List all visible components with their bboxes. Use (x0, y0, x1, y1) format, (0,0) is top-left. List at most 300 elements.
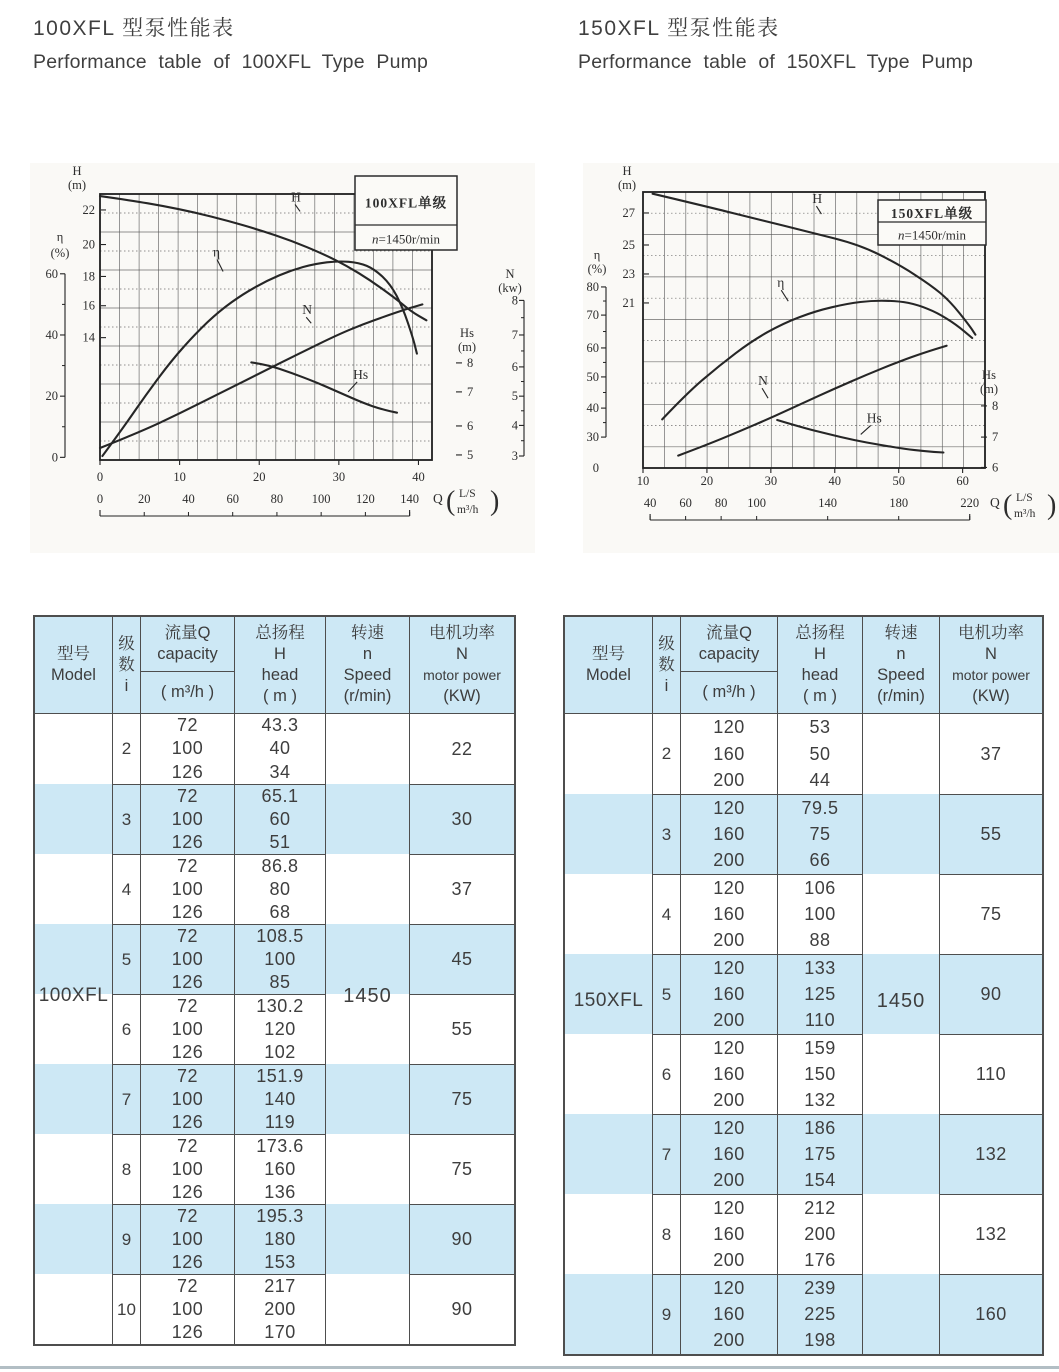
tick-label-Hs: 8 (992, 398, 999, 413)
header-line: 总扬程 (795, 624, 845, 642)
model-cell (565, 714, 652, 1354)
x-tick-ls: 50 (892, 474, 905, 488)
head-value: 225 (804, 1303, 836, 1324)
capacity-value: 126 (171, 1042, 204, 1062)
section-title-150xfl (578, 12, 973, 74)
tick-label-N: 8 (511, 293, 518, 308)
stage-value: 3 (121, 809, 132, 829)
capacity-group-row (681, 1194, 777, 1274)
x-tick-ls: 30 (764, 474, 778, 488)
power-group-row (940, 1194, 1042, 1274)
power-value: 55 (980, 824, 1002, 844)
stage-value: 4 (661, 904, 672, 924)
axis-title-Hs: (m) (457, 340, 477, 354)
head-value: 217 (264, 1276, 296, 1296)
stage-group-row (113, 784, 140, 854)
capacity-value: 200 (713, 1170, 745, 1191)
head-group-row (235, 1204, 325, 1274)
stage-group-row (113, 924, 140, 994)
curve-label-Hs: Hs (866, 410, 882, 426)
capacity-value: 100 (171, 1299, 204, 1319)
x-tick-m3h: 80 (270, 492, 284, 506)
power-group-row (410, 1274, 514, 1344)
header-line: n (362, 645, 373, 663)
header-line: ( m³/h ) (702, 683, 756, 701)
stage-value: 8 (121, 1159, 132, 1179)
curve-label-H: H (812, 191, 823, 207)
head-value: 153 (264, 1252, 296, 1272)
header-line: i (124, 676, 129, 695)
header-line: Model (51, 666, 96, 684)
header-power (410, 617, 514, 714)
capacity-value: 126 (171, 1182, 204, 1202)
stage-cell (653, 1275, 680, 1354)
tick-label-H: 23 (622, 266, 635, 281)
head-value: 75 (809, 823, 831, 844)
head-value: 40 (269, 738, 291, 759)
capacity-value: 72 (176, 996, 199, 1016)
tick-label-eta: 30 (586, 430, 599, 445)
header-capacity (141, 617, 234, 714)
header-line: N (456, 645, 468, 663)
stage-group-row (653, 794, 680, 874)
header-model (35, 617, 112, 714)
power-value: 90 (451, 1299, 473, 1319)
head-value: 44 (809, 770, 831, 791)
header-line: 数 (658, 655, 675, 674)
header-line: (r/min) (343, 687, 392, 705)
performance-chart-100xfl (30, 163, 535, 553)
capacity-value: 126 (171, 1112, 204, 1132)
head-group-row (235, 714, 325, 784)
head-value: 198 (804, 1330, 836, 1351)
x-tick-m3h: 60 (679, 496, 692, 510)
head-value: 60 (269, 809, 291, 829)
head-value: 86.8 (261, 856, 299, 876)
head-value: 132 (804, 1090, 836, 1111)
x-tick-m3h: 140 (818, 496, 838, 510)
head-group-row (778, 954, 862, 1034)
head-group-row (778, 1114, 862, 1194)
head-value: 175 (804, 1143, 836, 1164)
tick-label-eta: 70 (586, 308, 599, 323)
power-value: 75 (451, 1159, 473, 1179)
capacity-group-row (681, 954, 777, 1034)
capacity-value: 72 (176, 926, 199, 946)
tick-label-eta: 80 (586, 279, 599, 294)
tick-label-H: 20 (82, 237, 95, 252)
stage-value: 7 (121, 1089, 132, 1109)
header-line: 流量Q (164, 624, 211, 642)
capacity-group-row (141, 1064, 234, 1134)
tick-label-eta-zero: 0 (592, 461, 599, 475)
x-unit-ls: L/S (1016, 492, 1033, 504)
capacity-group-row (141, 1204, 234, 1274)
power-group-row (940, 794, 1042, 874)
header-line: ( m ) (803, 687, 837, 705)
power-cell (410, 995, 514, 1064)
head-value: 102 (264, 1042, 296, 1062)
power-group-row (410, 854, 514, 924)
column-speed (862, 617, 939, 1354)
header-line: Speed (343, 666, 392, 684)
header-line: capacity (157, 645, 218, 663)
power-value: 75 (980, 904, 1002, 924)
x-unit-ls: L/S (459, 488, 476, 500)
head-value: 106 (804, 877, 836, 898)
head-group-row (235, 784, 325, 854)
x-tick-ls: 0 (96, 470, 104, 484)
x-tick-ls: 60 (956, 474, 969, 488)
stage-group-row (653, 714, 680, 794)
legend-title: 150XFL单级 (890, 206, 974, 221)
stage-group-row (653, 874, 680, 954)
header-line: 电机功率 (429, 624, 495, 642)
tick-label-eta: 60 (586, 340, 599, 355)
stage-cell (653, 875, 680, 954)
stage-group-row (113, 994, 140, 1064)
power-cell (410, 855, 514, 924)
header-line: motor power (423, 667, 501, 683)
header-line: 型号 (57, 645, 90, 663)
head-value: 212 (804, 1197, 836, 1218)
curve-label-η: η (777, 275, 785, 291)
tick-label-H: 22 (82, 202, 95, 217)
capacity-value: 126 (171, 902, 204, 922)
capacity-value: 100 (171, 1229, 204, 1249)
x-tick-m3h: 40 (643, 496, 657, 510)
column-stage (652, 617, 680, 1354)
tick-label-N: 6 (511, 359, 518, 374)
capacity-value: 200 (713, 850, 745, 871)
stage-cell (653, 714, 680, 794)
header-capacity-unit (681, 672, 777, 713)
tick-label-Hs: 7 (467, 384, 474, 399)
capacity-value: 120 (713, 957, 745, 978)
power-group-row (410, 714, 514, 784)
stage-cell (113, 1135, 140, 1204)
head-group-row (235, 1274, 325, 1344)
head-value: 50 (809, 743, 831, 764)
header-line: ( m³/h ) (160, 683, 215, 701)
power-value: 160 (975, 1304, 1007, 1324)
column-capacity (140, 617, 234, 1344)
capacity-group-row (681, 1034, 777, 1114)
body-speed (863, 714, 939, 1354)
paren: ( (1003, 490, 1013, 521)
header-line: Model (586, 666, 631, 684)
power-group-row (410, 784, 514, 854)
title-zh-100xfl: 100XFL 型泵性能表 (33, 17, 235, 40)
stage-group-row (113, 1204, 140, 1274)
header-line: n (896, 645, 906, 663)
head-value: 140 (264, 1089, 296, 1109)
head-value: 125 (804, 983, 836, 1004)
capacity-value: 160 (713, 903, 745, 924)
tick-label-Hs: 7 (992, 430, 999, 445)
power-group-row (410, 1064, 514, 1134)
head-value: 34 (269, 761, 291, 782)
capacity-value: 100 (171, 879, 204, 899)
x-tick-ls: 20 (252, 470, 266, 484)
header-line: 总扬程 (255, 624, 305, 642)
capacity-value: 120 (713, 797, 745, 818)
curve-label-η: η (213, 244, 221, 260)
x-axis-q-label: Q (433, 491, 443, 506)
capacity-value: 200 (713, 770, 745, 791)
power-cell (940, 1035, 1042, 1114)
head-value: 160 (264, 1159, 296, 1179)
curve-label-N: N (302, 302, 312, 318)
paren: ) (1047, 490, 1057, 521)
stage-group-row (653, 954, 680, 1034)
power-value: 132 (975, 1224, 1007, 1244)
capacity-value: 100 (171, 738, 204, 759)
body-model (35, 714, 112, 1344)
axis-title-H: H (72, 164, 82, 178)
tick-label-H: 21 (622, 295, 635, 310)
axis-title-eta: (%) (587, 262, 607, 276)
capacity-value: 120 (713, 1037, 745, 1058)
column-head (777, 617, 862, 1354)
capacity-value: 126 (171, 832, 204, 852)
stage-value: 3 (661, 824, 672, 844)
stage-value: 6 (121, 1019, 132, 1039)
capacity-value: 120 (713, 1197, 745, 1218)
head-group-row (778, 1194, 862, 1274)
header-line: 级 (658, 634, 675, 653)
head-group-row (235, 924, 325, 994)
head-value: 180 (264, 1229, 296, 1249)
title-zh-150xfl: 150XFL 型泵性能表 (578, 17, 780, 40)
stage-cell (113, 855, 140, 924)
legend-title: 100XFL单级 (364, 195, 448, 211)
chart-paper (583, 163, 1059, 553)
header-line: ( m ) (263, 687, 297, 705)
body-speed (326, 714, 409, 1344)
header-capacity-title (681, 617, 777, 672)
tick-label-H: 27 (622, 205, 635, 220)
column-model (35, 617, 112, 1344)
head-value: 154 (804, 1170, 836, 1191)
capacity-value: 72 (176, 715, 199, 736)
capacity-value: 100 (171, 1019, 204, 1039)
header-capacity-title (141, 617, 234, 672)
header-line: motor power (952, 667, 1030, 683)
header-head (778, 617, 862, 714)
speed-cell (326, 714, 409, 1344)
stage-value: 2 (121, 739, 132, 758)
speed-value: 1450 (876, 989, 926, 1012)
head-value: 88 (809, 930, 831, 951)
capacity-value: 160 (713, 823, 745, 844)
head-value: 239 (804, 1277, 836, 1298)
performance-table-100xfl (33, 615, 516, 1346)
header-line: 电机功率 (958, 624, 1024, 642)
tick-label-H: 14 (82, 330, 95, 345)
power-cell (940, 955, 1042, 1034)
tick-label-Hs: 6 (992, 460, 999, 475)
head-value: 200 (804, 1223, 836, 1244)
header-line: 转速 (351, 624, 384, 642)
power-group-row (410, 1134, 514, 1204)
power-cell (940, 1275, 1042, 1354)
head-value: 136 (264, 1182, 296, 1202)
header-line: capacity (698, 645, 760, 663)
capacity-value: 72 (176, 1136, 199, 1156)
head-value: 66 (809, 850, 831, 871)
power-cell (940, 1195, 1042, 1274)
stage-value: 9 (661, 1304, 672, 1324)
x-tick-m3h: 40 (182, 492, 195, 506)
tick-label-eta: 40 (45, 327, 58, 342)
x-unit-m3h: m³/h (457, 504, 479, 516)
header-line: H (274, 645, 286, 663)
column-capacity (680, 617, 777, 1354)
capacity-group-row (141, 994, 234, 1064)
power-value: 75 (451, 1089, 473, 1109)
capacity-value: 200 (713, 930, 745, 951)
power-group-row (940, 1114, 1042, 1194)
head-value: 200 (264, 1299, 296, 1319)
speed-cell (863, 714, 939, 1354)
capacity-value: 120 (713, 1117, 745, 1138)
capacity-group-row (141, 854, 234, 924)
header-stage (653, 617, 680, 714)
x-unit-m3h: m³/h (1014, 508, 1036, 520)
capacity-value: 160 (713, 1143, 745, 1164)
stage-value: 6 (661, 1064, 672, 1084)
stage-value: 5 (661, 984, 672, 1004)
capacity-value: 120 (713, 877, 745, 898)
head-value: 108.5 (256, 926, 304, 946)
head-group-row (235, 994, 325, 1064)
header-line: head (261, 666, 299, 684)
header-line: 转速 (884, 624, 918, 642)
capacity-value: 120 (713, 1277, 745, 1298)
header-line: (KW) (443, 687, 481, 705)
stage-cell (113, 1275, 140, 1344)
curve-label-H: H (291, 189, 301, 205)
head-value: 65.1 (261, 786, 299, 806)
x-tick-m3h: 180 (889, 496, 909, 510)
stage-cell (113, 995, 140, 1064)
power-group-row (410, 1204, 514, 1274)
capacity-group-row (141, 1134, 234, 1204)
header-line: N (985, 645, 997, 663)
header-head (235, 617, 325, 714)
tick-label-H: 25 (622, 237, 635, 252)
column-power (939, 617, 1042, 1354)
head-value: 68 (269, 902, 291, 922)
power-value: 37 (980, 743, 1002, 764)
tick-label-Hs: 6 (467, 418, 474, 433)
x-tick-m3h: 60 (226, 492, 239, 506)
power-value: 90 (980, 984, 1002, 1004)
tick-label-H: 18 (82, 269, 95, 284)
power-cell (940, 795, 1042, 874)
power-value: 22 (451, 738, 473, 759)
stage-group-row (653, 1194, 680, 1274)
capacity-value: 72 (176, 786, 199, 806)
power-cell (410, 1065, 514, 1134)
axis-title-eta: η (56, 230, 64, 244)
power-value: 30 (451, 809, 473, 829)
head-value: 186 (804, 1117, 836, 1138)
x-tick-m3h: 220 (960, 496, 980, 510)
stage-cell (113, 714, 140, 784)
title-en-150xfl: Performance table of 150XFL Type Pump (578, 51, 974, 73)
model-cell (35, 714, 112, 1344)
x-tick-m3h: 140 (400, 492, 419, 506)
stage-group-row (113, 1134, 140, 1204)
capacity-group-row (141, 924, 234, 994)
stage-value: 4 (121, 879, 132, 899)
x-tick-ls: 40 (828, 474, 842, 488)
power-value: 132 (975, 1144, 1007, 1164)
capacity-value: 160 (713, 983, 745, 1004)
capacity-value: 160 (713, 1063, 745, 1084)
stage-cell (113, 785, 140, 854)
head-value: 151.9 (256, 1066, 304, 1086)
stage-cell (653, 1035, 680, 1114)
capacity-value: 72 (176, 856, 199, 876)
head-value: 80 (269, 879, 291, 899)
head-value: 150 (804, 1063, 836, 1084)
stage-cell (653, 955, 680, 1034)
stage-value: 8 (661, 1224, 672, 1244)
x-tick-m3h: 100 (311, 492, 331, 506)
head-value: 85 (269, 972, 291, 992)
capacity-group-row (681, 794, 777, 874)
stage-value: 7 (661, 1144, 672, 1164)
stage-cell (113, 1065, 140, 1134)
capacity-value: 200 (713, 1330, 745, 1351)
axis-title-H: (m) (67, 178, 87, 192)
head-group-row (235, 1064, 325, 1134)
capacity-value: 120 (713, 716, 745, 737)
capacity-value: 126 (171, 1252, 204, 1272)
head-value: 79.5 (801, 797, 839, 818)
head-group-row (235, 854, 325, 924)
axis-title-Hs: Hs (460, 326, 474, 340)
power-group-row (410, 924, 514, 994)
tick-label-eta: 60 (45, 266, 58, 281)
stage-group-row (113, 1064, 140, 1134)
power-group-row (940, 1274, 1042, 1354)
curve-label-N: N (758, 373, 768, 389)
capacity-group-row (681, 1274, 777, 1354)
x-tick-ls: 10 (173, 470, 186, 484)
legend-subtitle: n=1450r/min (372, 231, 440, 247)
header-line: H (814, 645, 826, 663)
stage-cell (653, 1115, 680, 1194)
tick-label-N: 4 (511, 418, 518, 433)
header-line: (r/min) (877, 687, 925, 705)
power-cell (940, 1115, 1042, 1194)
head-value: 176 (804, 1250, 836, 1271)
tick-label-Hs: 5 (467, 447, 474, 462)
tick-label-eta: 50 (586, 369, 599, 384)
head-value: 100 (264, 949, 296, 969)
capacity-value: 72 (176, 1066, 199, 1086)
x-tick-m3h: 0 (96, 492, 104, 506)
power-group-row (940, 714, 1042, 794)
body-model (565, 714, 652, 1354)
capacity-value: 100 (171, 949, 204, 969)
stage-group-row (653, 1034, 680, 1114)
header-line: i (664, 676, 669, 695)
